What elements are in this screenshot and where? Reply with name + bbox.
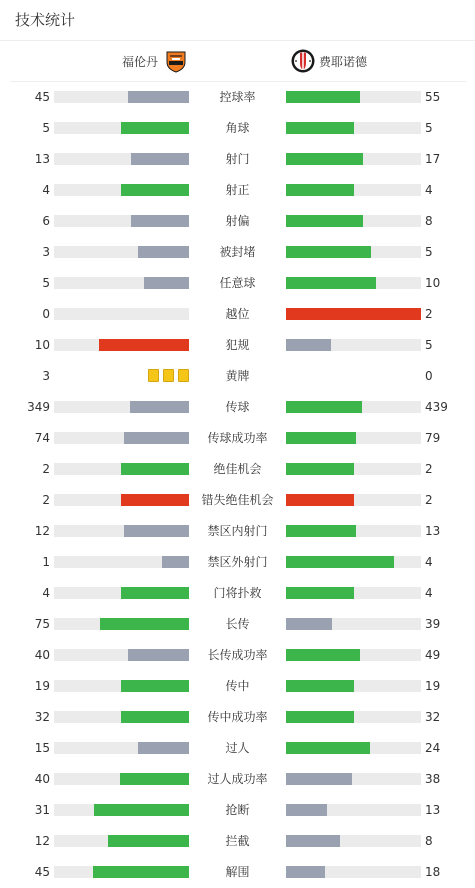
away-value: 32 <box>425 710 441 724</box>
stat-row <box>0 547 475 578</box>
stat-row <box>0 206 475 237</box>
away-value: 10 <box>425 276 441 290</box>
home-value: 31 <box>34 803 50 817</box>
away-bar-track <box>286 246 421 258</box>
away-value: 4 <box>425 183 433 197</box>
home-bar-track <box>54 153 189 165</box>
away-bar-track <box>286 618 421 630</box>
home-value: 2 <box>42 462 50 476</box>
home-bar <box>130 401 189 413</box>
home-bar-track <box>54 618 189 630</box>
stat-label: 抢断 <box>225 803 250 817</box>
stat-row <box>0 175 475 206</box>
away-bar-track <box>286 680 421 692</box>
away-bar <box>286 463 354 475</box>
away-value: 5 <box>425 338 433 352</box>
away-bar <box>286 835 340 847</box>
home-bar <box>128 91 189 103</box>
away-bar-track <box>286 184 421 196</box>
stat-label: 射偏 <box>225 214 250 228</box>
home-bar-track <box>54 835 189 847</box>
stat-row <box>0 237 475 268</box>
home-value: 15 <box>34 741 50 755</box>
home-value: 3 <box>42 369 50 383</box>
home-bar <box>99 339 189 351</box>
away-value: 2 <box>425 493 433 507</box>
away-bar <box>286 680 354 692</box>
away-bar-track <box>286 308 421 320</box>
away-team-name: 费耶诺德 <box>319 54 368 69</box>
away-bar <box>286 711 354 723</box>
home-bar-track <box>54 525 189 537</box>
home-bar <box>144 277 189 289</box>
home-bar-track <box>54 556 189 568</box>
stat-label: 长传成功率 <box>207 648 268 662</box>
fc-volendam-crest-icon <box>164 49 188 73</box>
away-bar-track <box>286 153 421 165</box>
home-value: 4 <box>42 183 50 197</box>
stat-row <box>0 857 475 888</box>
home-bar-track <box>54 91 189 103</box>
home-value: 349 <box>27 400 50 414</box>
home-bar <box>121 494 189 506</box>
away-bar <box>286 122 354 134</box>
away-bar <box>286 215 363 227</box>
stat-row <box>0 423 475 454</box>
stat-label: 传中成功率 <box>207 710 268 724</box>
stat-row <box>0 144 475 175</box>
home-bar <box>121 711 189 723</box>
away-bar <box>286 742 370 754</box>
feyenoord-crest-icon <box>291 49 315 73</box>
stat-label: 射正 <box>225 183 250 197</box>
away-bar <box>286 494 354 506</box>
away-value: 24 <box>425 741 441 755</box>
home-bar-track <box>54 401 189 413</box>
away-value: 2 <box>425 307 433 321</box>
home-bar <box>121 463 189 475</box>
away-bar-track <box>286 494 421 506</box>
away-bar-track <box>286 91 421 103</box>
away-bar-track <box>286 773 421 785</box>
away-value: 13 <box>425 524 441 538</box>
home-bar <box>121 184 189 196</box>
stat-row <box>0 299 475 330</box>
away-bar-track <box>286 587 421 599</box>
home-bar <box>162 556 189 568</box>
stat-label: 长传 <box>225 617 250 631</box>
home-bar <box>131 153 189 165</box>
stat-row <box>0 454 475 485</box>
home-bar-track <box>54 649 189 661</box>
home-bar <box>138 246 189 258</box>
away-value: 0 <box>425 369 433 383</box>
home-bar-track <box>54 184 189 196</box>
away-bar-track <box>286 122 421 134</box>
home-bar-track <box>54 680 189 692</box>
stat-row <box>0 578 475 609</box>
away-bar-track <box>286 463 421 475</box>
away-bar <box>286 277 376 289</box>
away-bar-track <box>286 835 421 847</box>
away-bar-track <box>286 525 421 537</box>
away-value: 17 <box>425 152 441 166</box>
home-value: 10 <box>34 338 50 352</box>
home-bar-track <box>54 804 189 816</box>
home-team[interactable] <box>122 49 188 73</box>
away-value: 18 <box>425 865 441 879</box>
home-bar-track <box>54 122 189 134</box>
home-bar <box>128 649 189 661</box>
stat-row <box>0 795 475 826</box>
stat-row <box>0 330 475 361</box>
home-value: 12 <box>34 524 50 538</box>
home-bar <box>138 742 189 754</box>
stat-label: 过人 <box>225 741 250 755</box>
home-bar <box>100 618 189 630</box>
home-bar-track <box>54 742 189 754</box>
home-bar-track <box>54 866 189 878</box>
away-bar-track <box>286 556 421 568</box>
home-bar-track <box>54 711 189 723</box>
away-value: 13 <box>425 803 441 817</box>
away-value: 5 <box>425 245 433 259</box>
stat-row <box>0 268 475 299</box>
away-bar-track <box>286 649 421 661</box>
home-value: 12 <box>34 834 50 848</box>
home-bar-track <box>54 587 189 599</box>
away-value: 38 <box>425 772 441 786</box>
stat-row <box>0 640 475 671</box>
away-value: 2 <box>425 462 433 476</box>
home-value: 75 <box>34 617 50 631</box>
home-bar <box>108 835 189 847</box>
stat-row <box>0 516 475 547</box>
home-bar-track <box>54 432 189 444</box>
away-value: 55 <box>425 90 441 104</box>
home-bar <box>93 866 189 878</box>
away-value: 4 <box>425 586 433 600</box>
home-value: 45 <box>34 865 50 879</box>
home-bar <box>121 122 189 134</box>
stats-list <box>0 82 475 888</box>
stat-row <box>0 826 475 857</box>
stat-row <box>0 392 475 423</box>
away-bar <box>286 804 327 816</box>
stat-row <box>0 113 475 144</box>
home-value: 40 <box>34 648 50 662</box>
stat-label: 犯规 <box>225 338 250 352</box>
home-bar <box>124 432 189 444</box>
away-bar <box>286 184 354 196</box>
away-team[interactable] <box>291 49 367 73</box>
home-bar <box>120 773 189 785</box>
away-value: 8 <box>425 214 433 228</box>
away-bar <box>286 773 352 785</box>
teams-header <box>0 41 475 81</box>
home-bar-track <box>54 246 189 258</box>
away-value: 5 <box>425 121 433 135</box>
home-team-name: 福伦丹 <box>121 54 158 69</box>
away-bar-track <box>286 277 421 289</box>
away-bar-track <box>286 866 421 878</box>
stat-row <box>0 733 475 764</box>
away-value: 39 <box>425 617 441 631</box>
away-bar <box>286 432 356 444</box>
home-bar-track <box>54 277 189 289</box>
away-value: 8 <box>425 834 433 848</box>
yellow-card-icon <box>163 369 174 382</box>
away-value: 4 <box>425 555 433 569</box>
home-value: 2 <box>42 493 50 507</box>
home-value: 5 <box>42 121 50 135</box>
away-bar-track <box>286 339 421 351</box>
away-bar <box>286 866 325 878</box>
stat-label: 黄牌 <box>225 369 250 383</box>
stat-label: 过人成功率 <box>207 772 268 786</box>
stat-label: 绝佳机会 <box>213 462 262 476</box>
stat-label: 禁区内射门 <box>207 524 268 538</box>
away-bar-track <box>286 215 421 227</box>
stat-label: 拦截 <box>225 834 250 848</box>
page-title: 技术统计 <box>15 11 76 29</box>
stat-label: 被封堵 <box>219 245 256 259</box>
away-value: 439 <box>425 400 448 414</box>
home-value: 32 <box>34 710 50 724</box>
stat-row <box>0 764 475 795</box>
away-bar <box>286 649 360 661</box>
stat-label: 禁区外射门 <box>207 555 268 569</box>
stat-label: 射门 <box>225 152 250 166</box>
stat-label: 角球 <box>225 121 250 135</box>
away-bar-track <box>286 432 421 444</box>
stat-label: 传中 <box>225 679 250 693</box>
home-bar <box>124 525 189 537</box>
home-bar <box>131 215 189 227</box>
home-bar <box>121 587 189 599</box>
stat-label: 传球 <box>225 400 250 414</box>
stat-label: 越位 <box>225 307 250 321</box>
home-value: 3 <box>42 245 50 259</box>
home-value: 45 <box>34 90 50 104</box>
away-bar <box>286 91 360 103</box>
stat-label: 传球成功率 <box>207 431 268 445</box>
away-bar <box>286 556 394 568</box>
stat-label: 任意球 <box>219 276 256 290</box>
home-value: 6 <box>42 214 50 228</box>
home-value: 74 <box>34 431 50 445</box>
yellow-card-icon <box>148 369 159 382</box>
home-bar <box>121 680 189 692</box>
away-bar <box>286 587 354 599</box>
home-value: 1 <box>42 555 50 569</box>
away-bar-track <box>286 401 421 413</box>
away-bar <box>286 246 371 258</box>
away-bar <box>286 401 362 413</box>
stat-label: 错失绝佳机会 <box>201 493 274 507</box>
away-bar <box>286 525 356 537</box>
stat-row <box>0 671 475 702</box>
away-value: 79 <box>425 431 441 445</box>
home-bar-track <box>54 339 189 351</box>
stat-row <box>0 609 475 640</box>
home-value: 4 <box>42 586 50 600</box>
home-value: 40 <box>34 772 50 786</box>
home-bar-track <box>54 773 189 785</box>
stat-row <box>0 485 475 516</box>
home-value: 13 <box>34 152 50 166</box>
home-value: 5 <box>42 276 50 290</box>
stat-label: 门将扑救 <box>213 586 262 600</box>
away-bar-track <box>286 742 421 754</box>
away-bar-track <box>286 804 421 816</box>
stat-label: 解围 <box>225 865 250 879</box>
stat-row <box>0 361 475 392</box>
stat-label: 控球率 <box>219 90 256 104</box>
home-bar-track <box>54 463 189 475</box>
stat-row <box>0 702 475 733</box>
home-value: 0 <box>42 307 50 321</box>
yellow-card-icon <box>178 369 189 382</box>
home-bar-track <box>54 494 189 506</box>
home-yellow-cards <box>148 369 189 382</box>
away-value: 19 <box>425 679 441 693</box>
home-bar-track <box>54 215 189 227</box>
away-value: 49 <box>425 648 441 662</box>
away-bar-track <box>286 711 421 723</box>
away-bar <box>286 618 332 630</box>
home-value: 19 <box>34 679 50 693</box>
away-bar <box>286 153 363 165</box>
away-bar <box>286 339 331 351</box>
stat-row <box>0 82 475 113</box>
home-bar-track <box>54 308 189 320</box>
home-bar <box>94 804 189 816</box>
away-bar <box>286 308 421 320</box>
